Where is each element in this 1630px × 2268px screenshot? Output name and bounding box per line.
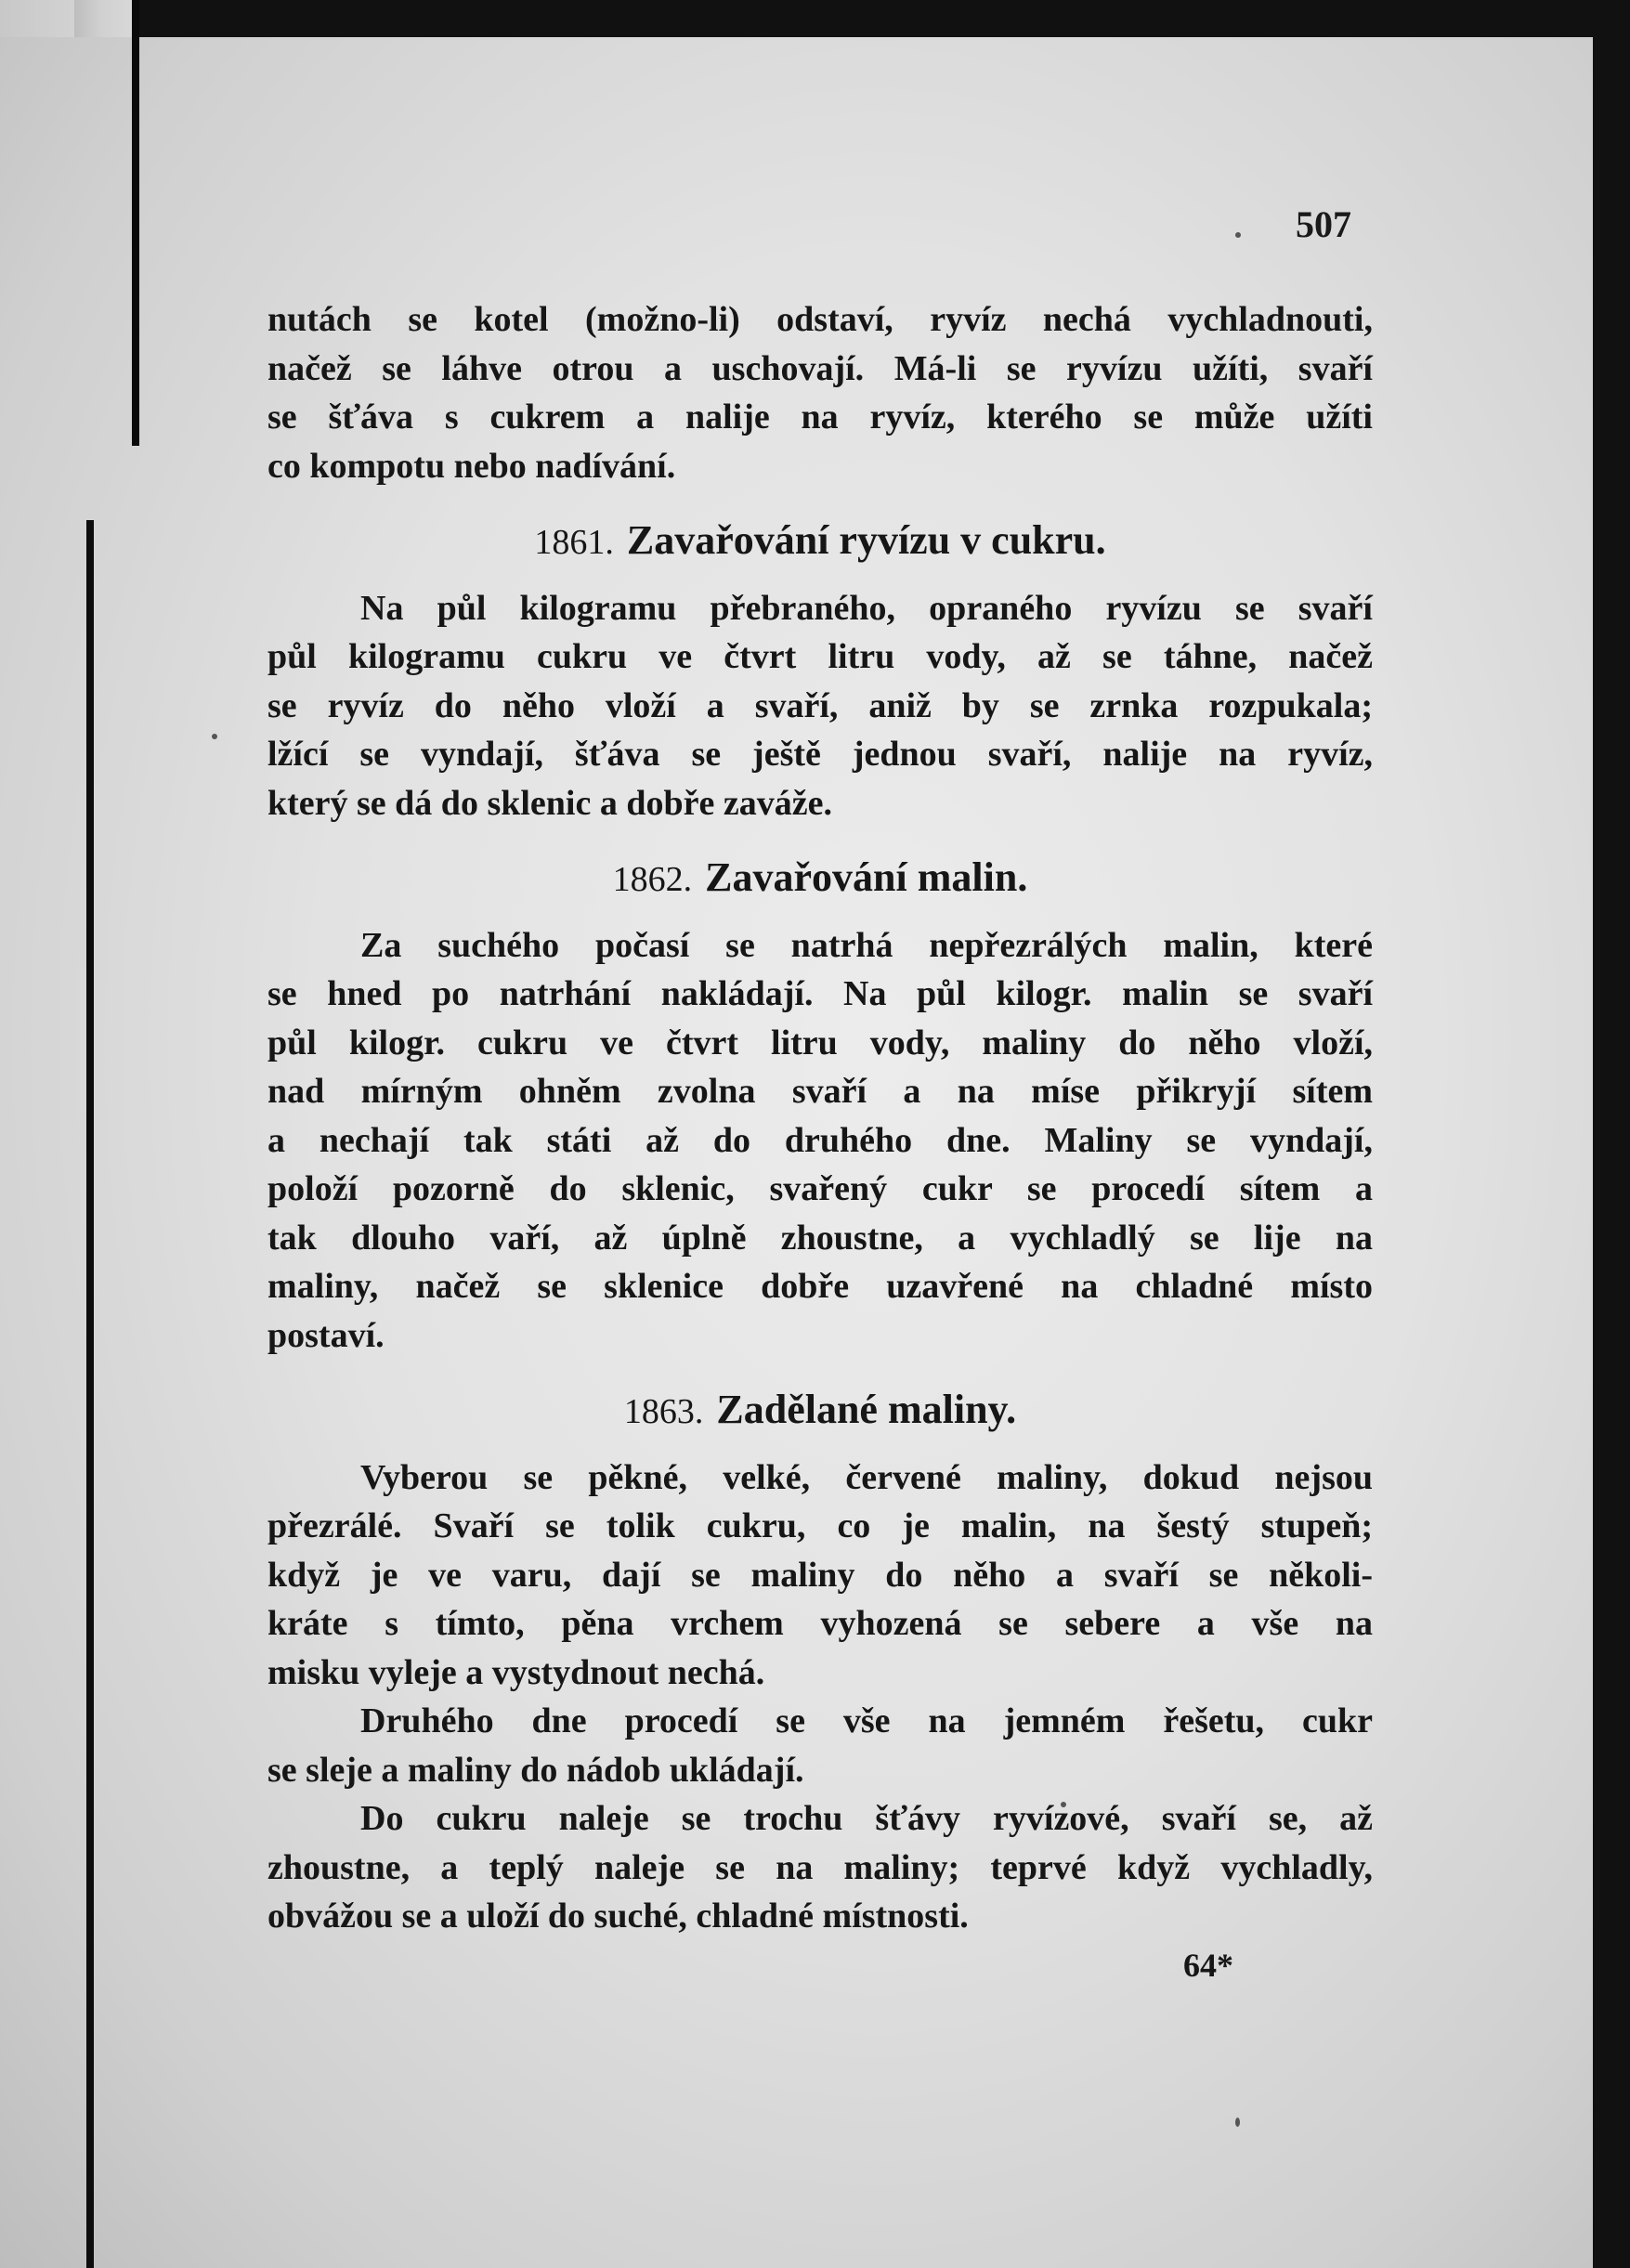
paper-speck xyxy=(1235,232,1241,238)
section-heading-1863 xyxy=(267,1386,1373,1435)
text-line: nad mírným ohněm zvolna svaří a na míse přikryjí sítem xyxy=(267,1072,1373,1111)
section-number: 1863. xyxy=(623,1392,704,1431)
text-line: když je ve varu, dají se maliny do něho a svaří se několi- xyxy=(267,1555,1373,1595)
text-line: se ryvíz do něho vloží a svaří, aniž by se zrnka rozpukala; xyxy=(267,685,1373,725)
text-line: obvážou se a uloží do suché, chladné místnosti. xyxy=(267,1897,969,1936)
signature-mark: 64* xyxy=(1183,1946,1233,1984)
text-line: se šťáva s cukrem a nalije na ryvíz, kterého se může užíti xyxy=(267,398,1373,437)
section-title: Zadělané maliny. xyxy=(716,1387,1017,1432)
text-line: půl kilogramu cukru ve čtvrt litru vody, až se táhne, načež xyxy=(267,637,1373,676)
paragraph xyxy=(267,1697,1373,1794)
binding-shadow-top xyxy=(132,0,139,446)
text-line: půl kilogr. cukru ve čtvrt litru vody, maliny do něho vloží, xyxy=(267,1023,1373,1062)
top-dark-edge xyxy=(139,0,1630,37)
text-line: přezrálé. Svaří se tolik cukru, co je malin, na šestý stupeň; xyxy=(267,1506,1373,1545)
section-number: 1861. xyxy=(534,523,614,562)
text-line: zhoustne, a teplý naleje se na maliny; teprvé když vychladly, xyxy=(267,1847,1373,1887)
paper-speck xyxy=(212,734,217,739)
paragraph xyxy=(267,1453,1373,1698)
text-line: lžící se vyndají, šťáva se ještě jednou svaří, nalije na ryvíz, xyxy=(267,735,1373,774)
page-body xyxy=(267,295,1373,1989)
text-line: nutách se kotel (možno-li) odstaví, ryvíz nechá vychladnouti, xyxy=(267,300,1373,339)
binding-shadow-bottom xyxy=(86,520,94,2268)
text-line: který se dá do sklenic a dobře zaváže. xyxy=(267,783,832,823)
text-line: Na půl kilogramu přebraného, opraného ryvízu se svaří xyxy=(360,588,1373,628)
text-line: se sleje a maliny do nádob ukládají. xyxy=(267,1750,804,1790)
section-heading-1862 xyxy=(267,854,1373,903)
section-title: Zavařování malin. xyxy=(705,854,1028,900)
text-line: postaví. xyxy=(267,1315,385,1355)
text-line: Druhého dne procedí se vše na jemném řešetu, cukr xyxy=(360,1701,1373,1740)
text-line: co kompotu nebo nadívání. xyxy=(267,446,676,486)
text-line: načež se láhve otrou a uschovají. Má-li se ryvízu užíti, svaří xyxy=(267,348,1373,388)
page-number: 507 xyxy=(1296,203,1351,245)
section-title: Zavařování ryvízu v cukru. xyxy=(626,517,1106,563)
paragraph xyxy=(267,921,1373,1361)
text-line: kráte s tímto, pěna vrchem vyhozená se sebere a vše na xyxy=(267,1604,1373,1643)
text-line: Do cukru naleje se trochu šťávy ryvízové, svaří se, až xyxy=(360,1799,1373,1838)
text-line: tak dlouho vaří, až úplně zhoustne, a vychladlý se lije na xyxy=(267,1218,1373,1258)
text-line: maliny, načež se sklenice dobře uzavřené na chladné místo xyxy=(267,1267,1373,1306)
text-line: misku vyleje a vystydnout nechá. xyxy=(267,1652,765,1692)
intro-paragraph xyxy=(267,295,1373,490)
text-line: Vyberou se pěkné, velké, červené maliny, dokud nejsou xyxy=(360,1457,1373,1497)
right-dark-edge xyxy=(1593,0,1630,2268)
text-line: položí pozorně do sklenic, svařený cukr se procedí sítem a xyxy=(267,1169,1373,1208)
section-number: 1862. xyxy=(612,860,693,899)
paragraph xyxy=(267,584,1373,828)
section-heading-1861 xyxy=(267,516,1373,566)
text-line: a nechají tak státi až do druhého dne. Maliny se vyndají, xyxy=(267,1120,1373,1160)
paragraph xyxy=(267,1794,1373,1941)
text-line: se hned po natrhání nakládají. Na půl kilogr. malin se svaří xyxy=(267,974,1373,1013)
text-line: Za suchého počasí se natrhá nepřezrálých malin, které xyxy=(360,925,1373,965)
paper-speck xyxy=(1235,2118,1240,2127)
